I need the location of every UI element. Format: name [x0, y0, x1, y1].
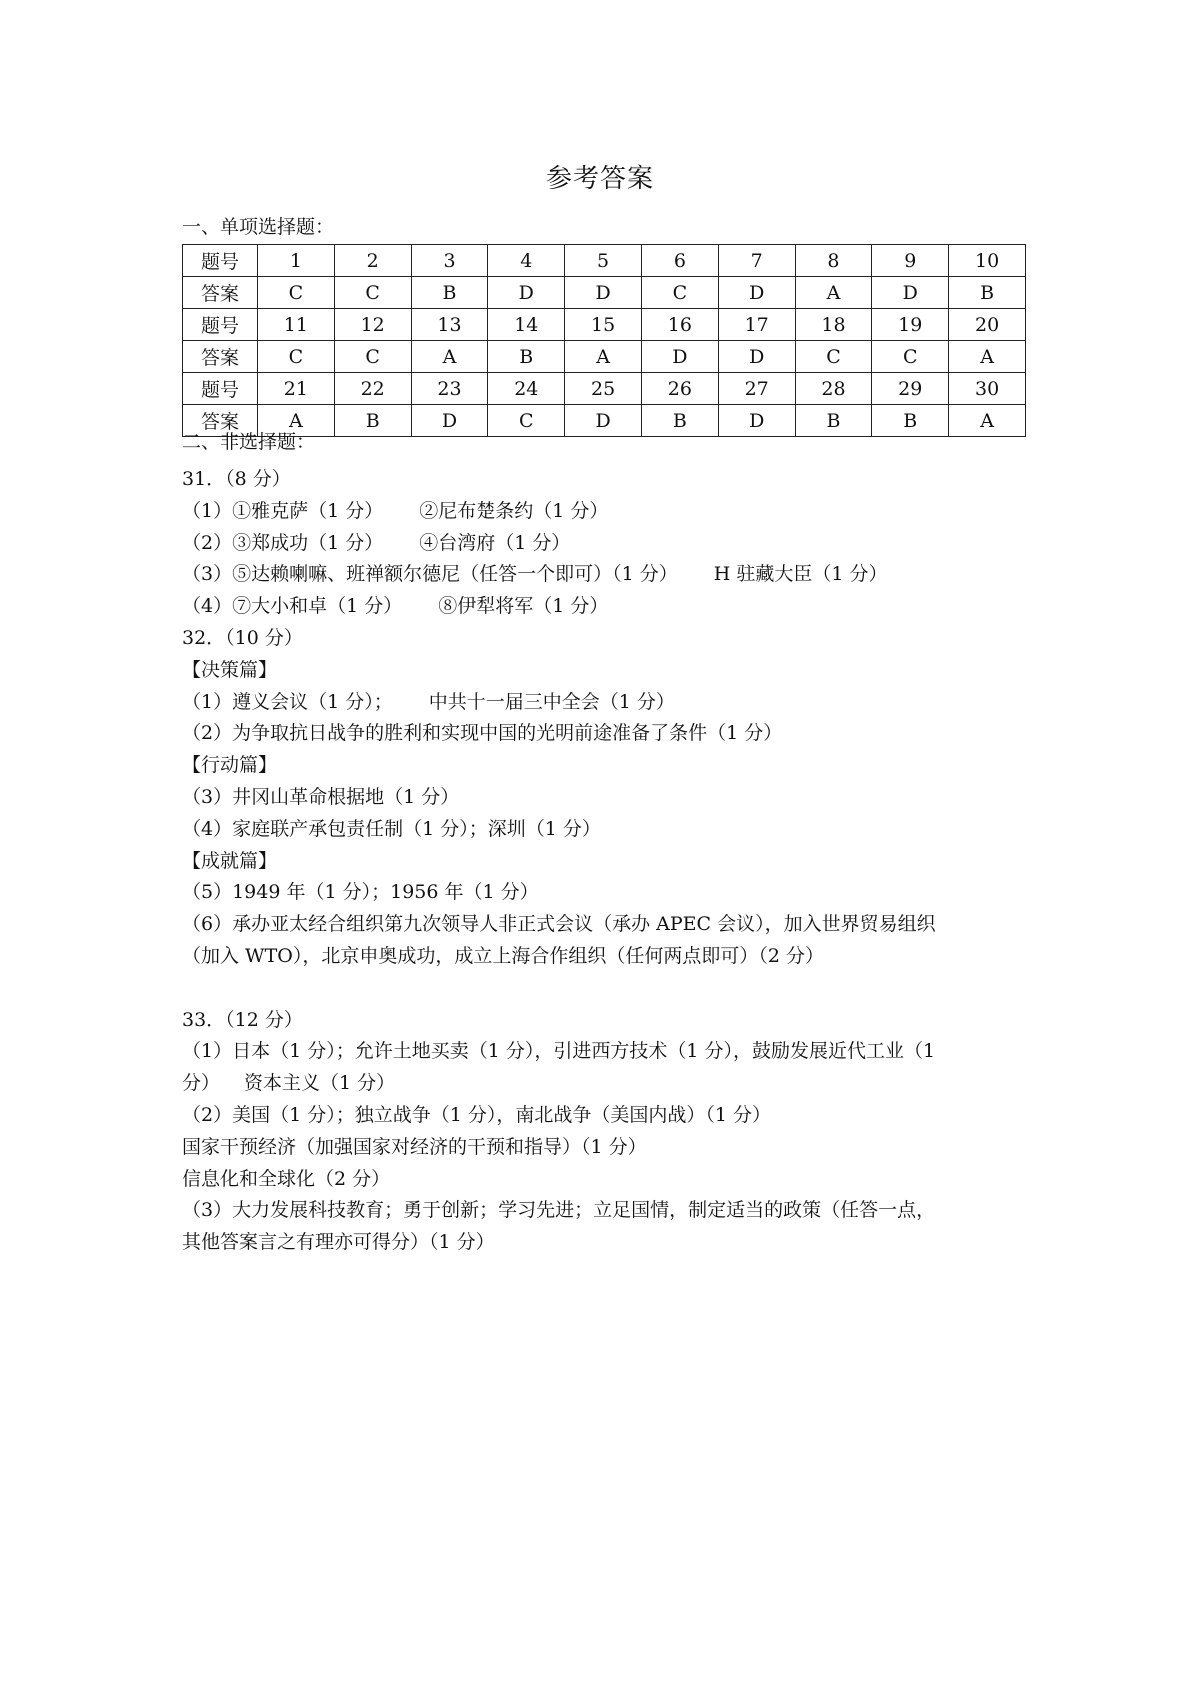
q32-section-achievement: 【成就篇】 — [182, 849, 278, 872]
table-cell: A — [949, 341, 1026, 373]
table-cell: C — [258, 341, 335, 373]
answer-table-row — [183, 277, 1026, 309]
table-cell: A — [411, 341, 488, 373]
q32-answer-1b: 中共十一届三中全会（1 分） — [428, 690, 675, 713]
table-cell: D — [872, 277, 949, 309]
row-label: 题号 — [183, 309, 258, 341]
table-cell: B — [949, 277, 1026, 309]
q33-answer-1c: 资本主义（1 分） — [244, 1072, 396, 1095]
table-cell: 19 — [872, 309, 949, 341]
row-label: 答案 — [183, 405, 258, 437]
table-cell: 27 — [718, 373, 795, 405]
non-choice-answers — [182, 464, 1032, 1259]
table-cell: D — [565, 405, 642, 437]
q31-answer-2a: （2）③郑成功（1 分） — [182, 531, 384, 554]
table-cell: C — [488, 405, 565, 437]
table-cell: B — [334, 405, 411, 437]
q31-heading: 31．（8 分） — [182, 468, 291, 490]
table-cell: C — [872, 341, 949, 373]
q31-answer-4b: ⑧伊犁将军（1 分） — [438, 595, 609, 618]
q33-answer-2: （2）美国（1 分）；独立战争（1 分），南北战争（美国内战）（1 分） — [182, 1103, 771, 1126]
table-cell: B — [872, 405, 949, 437]
page-title: 参考答案 — [545, 164, 654, 194]
table-cell: B — [641, 405, 718, 437]
table-cell: 1 — [258, 245, 335, 277]
table-cell: 4 — [488, 245, 565, 277]
q32-answer-4: （4）家庭联产承包责任制（1 分）；深圳（1 分） — [182, 817, 601, 840]
table-cell: 11 — [258, 309, 335, 341]
table-cell: C — [795, 341, 872, 373]
q31-answer-1a: （1）①雅克萨（1 分） — [182, 499, 384, 522]
q32-section-decision: 【决策篇】 — [182, 658, 278, 681]
answer-table — [182, 244, 1026, 437]
q32-answer-6b: （加入 WTO），北京申奥成功，成立上海合作组织（任何两点即可）（2 分） — [182, 944, 824, 967]
table-cell: 14 — [488, 309, 565, 341]
answer-table-row — [183, 373, 1026, 405]
answer-table-row — [183, 341, 1026, 373]
table-cell: 20 — [949, 309, 1026, 341]
row-label: 答案 — [183, 277, 258, 309]
table-cell: D — [411, 405, 488, 437]
table-cell: 18 — [795, 309, 872, 341]
table-cell: 8 — [795, 245, 872, 277]
table-cell: D — [565, 277, 642, 309]
q32-answer-1a: （1）遵义会议（1 分）； — [182, 690, 393, 713]
row-label: 题号 — [183, 373, 258, 405]
q31-answer-4a: （4）⑦大小和卓（1 分） — [182, 595, 403, 618]
table-cell: D — [641, 341, 718, 373]
q32-answer-1 — [182, 687, 1032, 719]
table-cell: 30 — [949, 373, 1026, 405]
table-cell: 25 — [565, 373, 642, 405]
table-cell: A — [258, 405, 335, 437]
table-cell: 28 — [795, 373, 872, 405]
table-cell: C — [258, 277, 335, 309]
q33-answer-1b-text: 分） — [182, 1072, 221, 1095]
q33-answer-1a: （1）日本（1 分）；允许土地买卖（1 分），引进西方技术（1 分），鼓励发展近代工业（1 — [182, 1040, 936, 1063]
spacer — [182, 973, 1032, 1005]
answer-table-row — [183, 309, 1026, 341]
table-cell: 26 — [641, 373, 718, 405]
section-2-heading: 二、非选择题： — [182, 431, 316, 453]
table-cell: C — [641, 277, 718, 309]
q32-answer-3: （3）井冈山革命根据地（1 分） — [182, 785, 460, 808]
q33-answer-3a: （3）大力发展科技教育；勇于创新；学习先进；立足国情，制定适当的政策（任答一点， — [182, 1199, 936, 1222]
q31-answer-3a: （3）⑤达赖喇嘛、班禅额尔德尼（任答一个即可）（1 分） — [182, 563, 678, 586]
table-cell: D — [718, 277, 795, 309]
row-label: 答案 — [183, 341, 258, 373]
answer-table-row — [183, 245, 1026, 277]
table-cell: B — [488, 341, 565, 373]
q32-section-action: 【行动篇】 — [182, 754, 278, 777]
q31-answer-2 — [182, 528, 1032, 560]
table-cell: D — [718, 405, 795, 437]
table-cell: 22 — [334, 373, 411, 405]
table-cell: C — [334, 341, 411, 373]
q31-answer-3b: H 驻藏大臣（1 分） — [713, 563, 888, 586]
table-cell: 17 — [718, 309, 795, 341]
table-cell: 13 — [411, 309, 488, 341]
table-cell: 2 — [334, 245, 411, 277]
q31-answer-3 — [182, 559, 1032, 591]
table-cell: 21 — [258, 373, 335, 405]
table-cell: 3 — [411, 245, 488, 277]
table-cell: A — [795, 277, 872, 309]
table-cell: 6 — [641, 245, 718, 277]
q32-answer-6a: （6）承办亚太经合组织第九次领导人非正式会议（承办 APEC 会议），加入世界贸易组织 — [182, 913, 936, 936]
table-cell: 9 — [872, 245, 949, 277]
q32-heading: 32．（10 分） — [182, 626, 303, 649]
table-cell: 12 — [334, 309, 411, 341]
table-cell: D — [488, 277, 565, 309]
q33-answer-1b — [182, 1068, 1032, 1100]
table-cell: 7 — [718, 245, 795, 277]
table-cell: B — [795, 405, 872, 437]
table-cell: A — [565, 341, 642, 373]
row-label: 题号 — [183, 245, 258, 277]
q33-answer-2b: 国家干预经济（加强国家对经济的干预和指导）（1 分） — [182, 1135, 647, 1158]
q33-answer-3b: 其他答案言之有理亦可得分）（1 分） — [182, 1231, 495, 1254]
q32-answer-2: （2）为争取抗日战争的胜利和实现中国的光明前途准备了条件（1 分） — [182, 722, 783, 745]
q33-answer-2c: 信息化和全球化（2 分） — [182, 1167, 391, 1190]
table-cell: A — [949, 405, 1026, 437]
table-cell: D — [718, 341, 795, 373]
section-1-heading: 一、单项选择题： — [182, 216, 335, 238]
q31-answer-2b: ④台湾府（1 分） — [419, 531, 571, 554]
table-cell: 15 — [565, 309, 642, 341]
table-cell: 10 — [949, 245, 1026, 277]
q31-answer-4 — [182, 591, 1032, 623]
table-cell: 29 — [872, 373, 949, 405]
q32-answer-5: （5）1949 年（1 分）；1956 年（1 分） — [182, 881, 539, 904]
q31-answer-1b: ②尼布楚条约（1 分） — [419, 499, 609, 522]
table-cell: B — [411, 277, 488, 309]
q33-heading: 33．（12 分） — [182, 1008, 303, 1031]
q31-answer-1 — [182, 496, 1032, 528]
table-cell: C — [334, 277, 411, 309]
table-cell: 23 — [411, 373, 488, 405]
table-cell: 16 — [641, 309, 718, 341]
table-cell: 5 — [565, 245, 642, 277]
table-cell: 24 — [488, 373, 565, 405]
